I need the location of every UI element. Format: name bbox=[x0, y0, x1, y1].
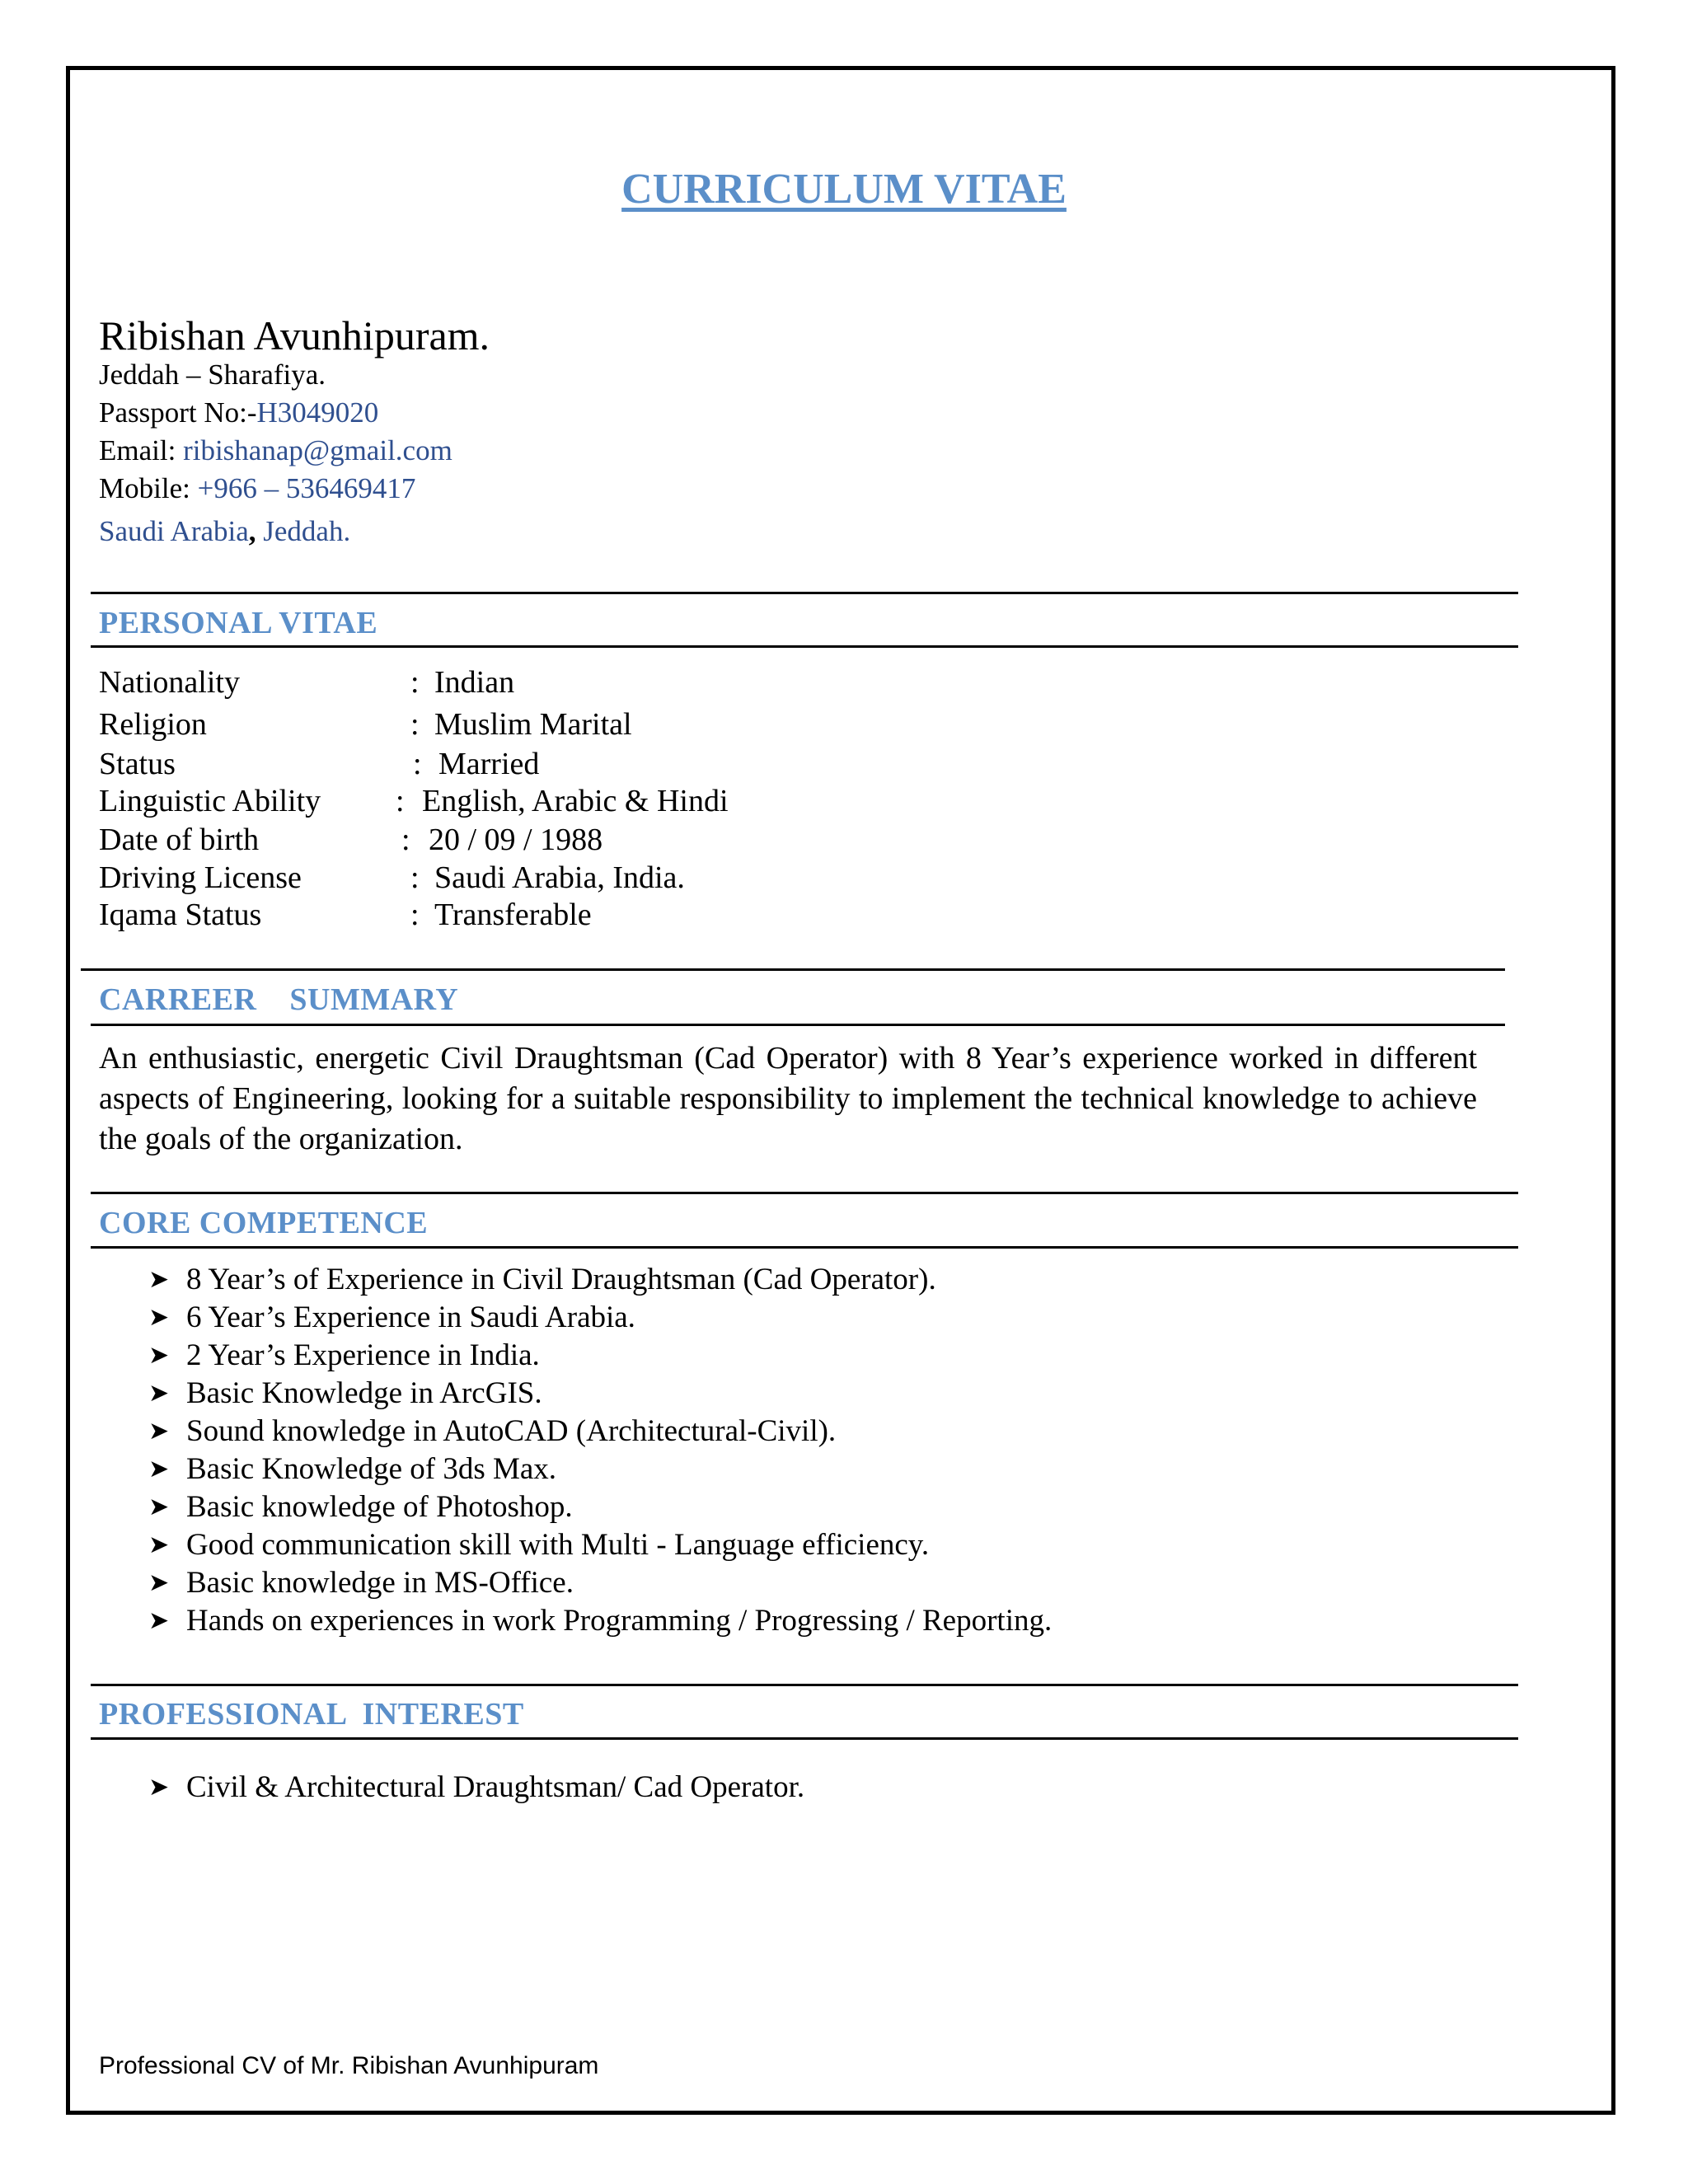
list-item bbox=[148, 1261, 1052, 1299]
section-rule-bottom bbox=[91, 645, 1518, 648]
passport-value: H3049020 bbox=[256, 396, 379, 429]
mobile-value: +966 – 536469417 bbox=[197, 472, 416, 504]
personal-row-label: Religion bbox=[99, 707, 207, 742]
arrowhead-bullet-icon: ➤ bbox=[148, 1606, 170, 1635]
section-rule-bottom bbox=[91, 1737, 1518, 1740]
list-item bbox=[148, 1451, 1052, 1488]
interest-heading: PROFESSIONAL INTEREST bbox=[99, 1697, 524, 1732]
footer-text: Professional CV of Mr. Ribishan Avunhipuram bbox=[99, 2052, 599, 2079]
list-item-text: 6 Year’s Experience in Saudi Arabia. bbox=[186, 1301, 635, 1334]
personal-row-value: Saudi Arabia, India. bbox=[434, 860, 685, 895]
list-item-text: Basic knowledge of Photoshop. bbox=[186, 1490, 573, 1524]
passport-label: Passport No:- bbox=[99, 396, 257, 429]
arrowhead-bullet-icon: ➤ bbox=[148, 1493, 170, 1521]
personal-row-label: Date of birth bbox=[99, 823, 260, 857]
arrowhead-bullet-icon: ➤ bbox=[148, 1773, 170, 1802]
arrowhead-bullet-icon: ➤ bbox=[148, 1455, 170, 1483]
section-rule-top bbox=[81, 968, 1505, 971]
personal-row-colon: : bbox=[410, 860, 420, 895]
section-rule-bottom bbox=[91, 1024, 1505, 1026]
career-summary-text: An enthusiastic, energetic Civil Draughtsman (Cad Operator) with 8 Year’s experience worked in different aspects of Engineering, looking for a suitable responsibility to implement the technical knowledge to achieve the goals of the organization. bbox=[99, 1041, 1477, 1156]
arrowhead-bullet-icon: ➤ bbox=[148, 1568, 170, 1597]
personal-heading: PERSONAL VITAE bbox=[99, 606, 378, 640]
location-country: Saudi Arabia bbox=[99, 515, 249, 547]
arrowhead-bullet-icon: ➤ bbox=[148, 1530, 170, 1559]
list-item-text: Basic Knowledge in ArcGIS. bbox=[186, 1376, 542, 1410]
arrowhead-bullet-icon: ➤ bbox=[148, 1303, 170, 1332]
personal-row-value: Married bbox=[438, 747, 540, 781]
arrowhead-bullet-icon: ➤ bbox=[148, 1341, 170, 1370]
address-line: Jeddah – Sharafiya. bbox=[99, 359, 326, 391]
personal-row-value: English, Arabic & Hindi bbox=[422, 784, 729, 818]
section-rule-top bbox=[91, 1192, 1518, 1194]
professional-interest-list bbox=[148, 1769, 804, 1807]
core-heading: CORE COMPETENCE bbox=[99, 1206, 429, 1240]
core-competence-list bbox=[148, 1261, 1052, 1640]
section-rule-top bbox=[91, 1684, 1518, 1686]
section-rule-bottom bbox=[91, 1246, 1518, 1249]
arrowhead-bullet-icon: ➤ bbox=[148, 1379, 170, 1408]
passport-line bbox=[99, 394, 378, 432]
career-heading: CARREER SUMMARY bbox=[99, 982, 459, 1017]
personal-row-colon: : bbox=[410, 707, 420, 742]
list-item bbox=[148, 1299, 1052, 1337]
list-item bbox=[148, 1526, 1052, 1564]
list-item bbox=[148, 1488, 1052, 1526]
personal-row-value: Transferable bbox=[434, 898, 592, 932]
location-separator: , bbox=[248, 515, 256, 547]
personal-row-label: Driving License bbox=[99, 860, 302, 895]
personal-row-label: Iqama Status bbox=[99, 898, 262, 932]
document-title: CURRICULUM VITAE bbox=[621, 166, 1067, 213]
list-item bbox=[148, 1564, 1052, 1602]
list-item-text: Good communication skill with Multi - Language efficiency. bbox=[186, 1528, 930, 1562]
mobile-label: Mobile: bbox=[99, 472, 198, 504]
personal-row-value: Muslim Marital bbox=[434, 707, 632, 742]
list-item-text: Basic knowledge in MS-Office. bbox=[186, 1566, 574, 1600]
personal-row-label: Nationality bbox=[99, 665, 240, 700]
personal-row-colon: : bbox=[410, 898, 420, 932]
list-item-text: Hands on experiences in work Programming / Progressing / Reporting. bbox=[186, 1604, 1053, 1638]
mobile-line bbox=[99, 470, 415, 508]
email-line bbox=[99, 432, 452, 470]
personal-row-label: Linguistic Ability bbox=[99, 784, 321, 818]
section-rule-top bbox=[91, 592, 1518, 594]
personal-row-value: 20 / 09 / 1988 bbox=[429, 823, 603, 857]
list-item-text: Sound knowledge in AutoCAD (Architectural-Civil). bbox=[186, 1414, 837, 1448]
email-label: Email: bbox=[99, 434, 184, 466]
candidate-name: Ribishan Avunhipuram. bbox=[99, 312, 490, 359]
list-item-text: 8 Year’s of Experience in Civil Draughtsman (Cad Operator). bbox=[186, 1263, 936, 1296]
personal-row-colon: : bbox=[401, 823, 410, 857]
list-item bbox=[148, 1337, 1052, 1375]
personal-row-colon: : bbox=[413, 747, 422, 781]
list-item-text: Basic Knowledge of 3ds Max. bbox=[186, 1452, 557, 1486]
list-item bbox=[148, 1769, 804, 1807]
list-item-text: Civil & Architectural Draughtsman/ Cad Operator. bbox=[186, 1770, 805, 1804]
personal-row-colon: : bbox=[410, 665, 420, 700]
personal-row-colon: : bbox=[396, 784, 405, 818]
arrowhead-bullet-icon: ➤ bbox=[148, 1265, 170, 1294]
list-item bbox=[148, 1602, 1052, 1640]
list-item-text: 2 Year’s Experience in India. bbox=[186, 1338, 540, 1372]
list-item bbox=[148, 1375, 1052, 1413]
email-value[interactable]: ribishanap@gmail.com bbox=[183, 434, 452, 466]
personal-row-label: Status bbox=[99, 747, 176, 781]
personal-row-value: Indian bbox=[434, 665, 515, 700]
list-item bbox=[148, 1413, 1052, 1451]
location-city: Jeddah. bbox=[256, 515, 351, 547]
arrowhead-bullet-icon: ➤ bbox=[148, 1417, 170, 1446]
location-line bbox=[99, 513, 350, 551]
